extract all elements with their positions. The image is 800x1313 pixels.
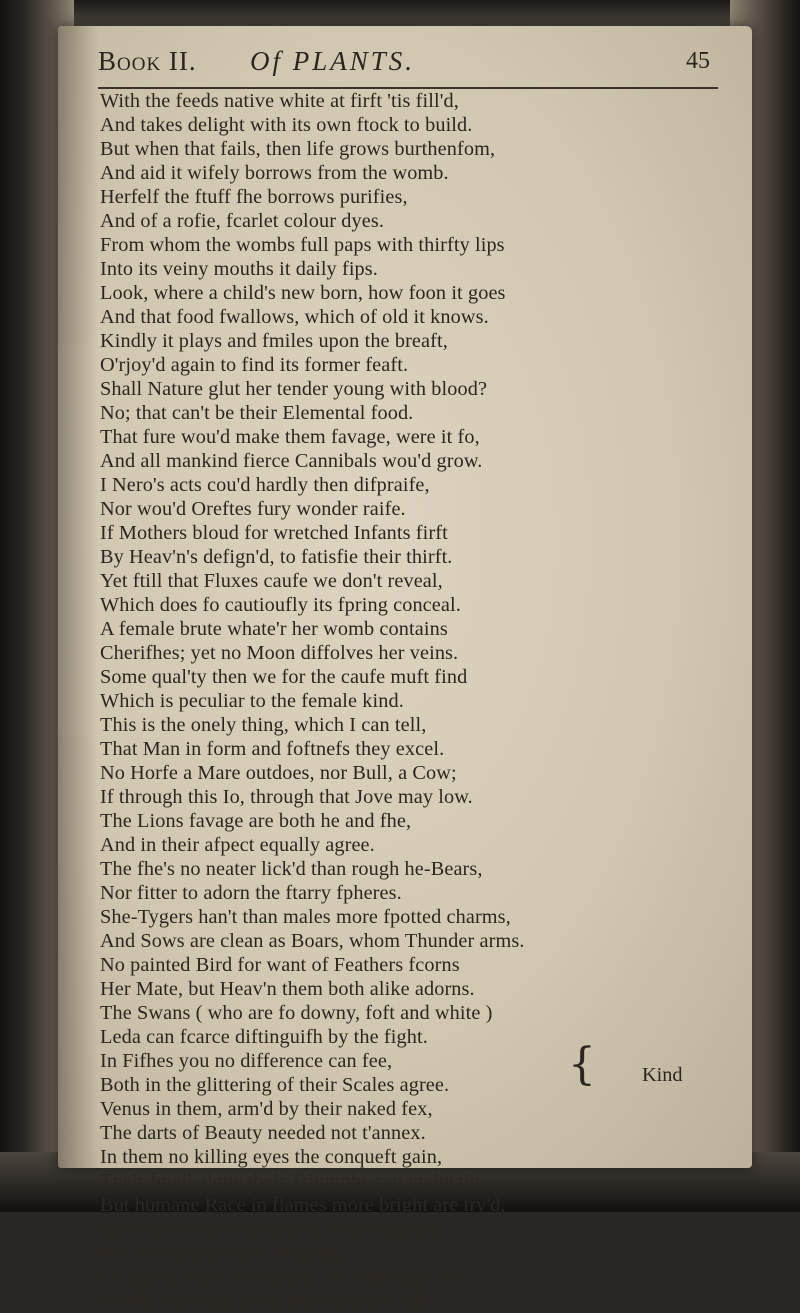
verse-line: She-Tygers han't than males more fpotted charms, xyxy=(100,906,511,928)
verse-line: Nor fitter to adorn the ftarry fpheres. xyxy=(100,882,402,904)
verse-line: No Horfe a Mare outdoes, nor Bull, a Cow; xyxy=(100,762,457,784)
verse-line: In them no killing eyes the conqueft gain, xyxy=(100,1146,443,1168)
verse-line: Which is peculiar to the female kind. xyxy=(100,690,404,712)
verse-line: Cherifhes; yet no Moon diffolves her veins. xyxy=(100,642,459,664)
verse-line: That Man in form and foftnefs they excel. xyxy=(100,738,445,760)
verse-line: Nor wou'd Oreftes fury wonder raife. xyxy=(100,498,406,520)
verse-line: Herfelf the ftuff fhe borrows purifies, xyxy=(100,186,408,208)
running-header xyxy=(98,46,718,88)
verse-line: And of a rofie, fcarlet colour dyes. xyxy=(100,210,385,232)
verse-line: I Nero's acts cou'd hardly then difpraife, xyxy=(100,474,430,496)
verse-line: And takes delight with its own ftock to build. xyxy=(100,114,473,136)
page-number: 45 xyxy=(686,48,710,74)
verse-line: With the feeds native white at firft 'tis fill'd, xyxy=(100,90,459,112)
page-title: Of PLANTS. xyxy=(250,46,416,76)
verse-line: Some qual'ty then we for the caufe muft find xyxy=(100,666,468,688)
catchword: Kind xyxy=(642,1064,683,1086)
verse-line: Both in the glittering of their Scales agree. xyxy=(100,1074,450,1096)
verse-line: Their fmell alone their Triumphs can maintain. xyxy=(100,1170,485,1192)
verse-line: A female brute whate'r her womb contains xyxy=(100,618,448,640)
verse-line: By Heav'n's defign'd, to fatisfie their thirft. xyxy=(100,546,453,568)
verse-line: But when that fails, then life grows burthenfom, xyxy=(100,138,496,160)
verse-line: Kindly it plays and fmiles upon the breaft, xyxy=(100,330,448,352)
verse-text xyxy=(100,89,720,1313)
verse-line: Look, where a child's new born, how foon it goes xyxy=(100,282,506,304)
verse-line: Yet ftill that Fluxes caufe we don't reveal, xyxy=(100,570,443,592)
verse-line: That fure wou'd make them favage, were it fo, xyxy=(100,426,480,448)
verse-line: And that food fwallows, which of old it knows. xyxy=(100,306,489,328)
verse-line: No painted Bird for want of Feathers fcorns xyxy=(100,954,460,976)
verse-line: Into its veiny mouths it daily fips. xyxy=(100,258,378,280)
verse-line: But humane Race in flames more bright are try'd, xyxy=(100,1194,506,1216)
verse-line: The Lions favage are both he and fhe, xyxy=(100,810,412,832)
verse-line: Perifh, who that alone true Pleafure call. xyxy=(100,1290,432,1312)
verse-line: Her Mate, but Heav'n them both alike adorns. xyxy=(100,978,475,1000)
book-label: Book II. xyxy=(98,46,197,76)
verse-line: If Mothers bloud for wretched Infants firft xyxy=(100,522,448,544)
verse-line: By Reafon and refplendent Heat fupply'd. xyxy=(100,1218,444,1240)
verse-line: And aid it wifely borrows from the womb. xyxy=(100,162,449,184)
verse-line: The Swans ( who are fo downy, foft and white ) xyxy=(100,1002,493,1024)
verse-line: And Sows are clean as Boars, whom Thunder arms. xyxy=(100,930,525,952)
verse-line: If through this Io, through that Jove may low. xyxy=(100,786,473,808)
verse-line: And in their afpect equally agree. xyxy=(100,834,375,856)
verse-line: From whom the wombs full paps with thirfty lips xyxy=(100,234,505,256)
verse-line: This is the onely thing, which I can tell, xyxy=(100,714,427,736)
verse-line: In Fifhes you no difference can fee, xyxy=(100,1050,393,1072)
brace-mark: { xyxy=(568,1039,596,1090)
verse-line: Which does fo cautioufly its fpring conceal. xyxy=(100,594,461,616)
verse-line: Nor is Fruition their Original, xyxy=(100,1242,344,1264)
verse-line: The darts of Beauty needed not t'annex. xyxy=(100,1122,426,1144)
verse-line: No; that can't be their Elemental food. xyxy=(100,402,414,424)
verse-line: O'rjoy'd again to find its former feaft. xyxy=(100,354,409,376)
verse-line: The fhe's no neater lick'd than rough he-Bears, xyxy=(100,858,483,880)
verse-line: And all mankind fierce Cannibals wou'd grow. xyxy=(100,450,483,472)
verse-line: ( A paltry, fhort-liv'd joy ) Oh! may they All xyxy=(100,1266,461,1288)
verse-line: Venus in them, arm'd by their naked fex, xyxy=(100,1098,433,1120)
verse-line: Leda can fcarce diftinguifh by the fight. xyxy=(100,1026,428,1048)
book-page xyxy=(58,26,752,1312)
verse-line: Shall Nature glut her tender young with blood? xyxy=(100,378,488,400)
